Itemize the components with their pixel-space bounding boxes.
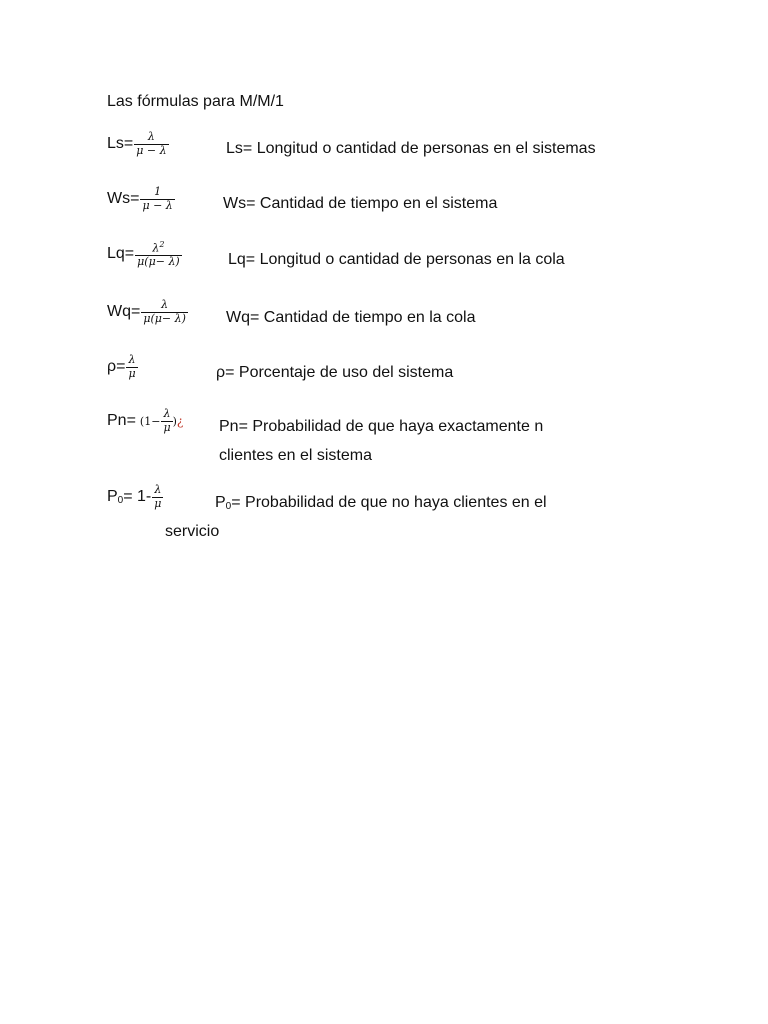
formula-lhs: $P_0= 1-$: [107, 488, 152, 507]
fraction: [134, 131, 168, 157]
formula-row-lq: [107, 240, 182, 269]
fraction-denominator: μ(μ− λ): [137, 255, 180, 269]
formula-description: Pn= Probabilidad de que haya exactamente n: [219, 418, 544, 435]
fraction-denominator: μ − λ: [136, 143, 167, 157]
fraction-numerator: 1: [154, 185, 162, 198]
fraction: [141, 299, 188, 325]
formula-lhs: Pn=: [107, 412, 136, 430]
formula-lhs: Ws=: [107, 190, 140, 208]
fraction-numerator: λ: [147, 130, 155, 143]
formula-description: Lq= Longitud o cantidad de personas en la cola: [228, 251, 565, 268]
unrendered-symbol: ¿: [176, 414, 184, 429]
fraction: [135, 240, 182, 269]
fraction: [161, 408, 172, 434]
formula-description-continued: clientes en el sistema: [219, 447, 372, 464]
formula-row-wq: [107, 299, 188, 325]
formula-description: Ws= Cantidad de tiempo en el sistema: [223, 195, 498, 212]
exponent: 2: [159, 240, 165, 249]
formula-row-rho: [107, 354, 138, 380]
fraction-denominator: μ: [163, 420, 171, 434]
fraction-numerator: λ: [154, 483, 162, 496]
fraction-numerator: λ: [163, 407, 171, 420]
formula-row-p0: [107, 484, 163, 510]
formula-prefix: (1−: [139, 414, 161, 428]
fraction-denominator: μ − λ: [142, 198, 173, 212]
formula-lhs: Lq=: [107, 245, 135, 263]
formula-row-ws: [107, 186, 175, 212]
formula-lhs: Wq=: [107, 303, 141, 321]
formula-lhs: Ls=: [107, 135, 134, 153]
formula-description: $P_0=$ Probabilidad de que no haya clientes en el: [215, 494, 547, 512]
fraction: [152, 484, 163, 510]
formula-description-continued: servicio: [165, 523, 220, 540]
formula-description: Ls= Longitud o cantidad de personas en el sistemas: [226, 140, 596, 157]
fraction-numerator: $\lambda^2$: [152, 240, 165, 255]
formula-suffix: ): [172, 414, 177, 428]
fraction-numerator: λ: [161, 298, 169, 311]
formula-row-pn: [107, 408, 183, 434]
formula-row-ls: [107, 131, 169, 157]
fraction-numerator: λ: [128, 353, 136, 366]
formula-lhs: ρ=: [107, 358, 126, 376]
fraction: [126, 354, 137, 380]
formula-description: ρ= Porcentaje de uso del sistema: [216, 364, 454, 381]
page-title: Las fórmulas para M/M/1: [107, 93, 284, 110]
fraction-denominator: μ: [128, 366, 136, 380]
formula-description: Wq= Cantidad de tiempo en la cola: [226, 309, 476, 326]
fraction: [140, 186, 174, 212]
fraction-denominator: μ: [154, 496, 162, 510]
fraction-denominator: μ(μ− λ): [143, 311, 186, 325]
